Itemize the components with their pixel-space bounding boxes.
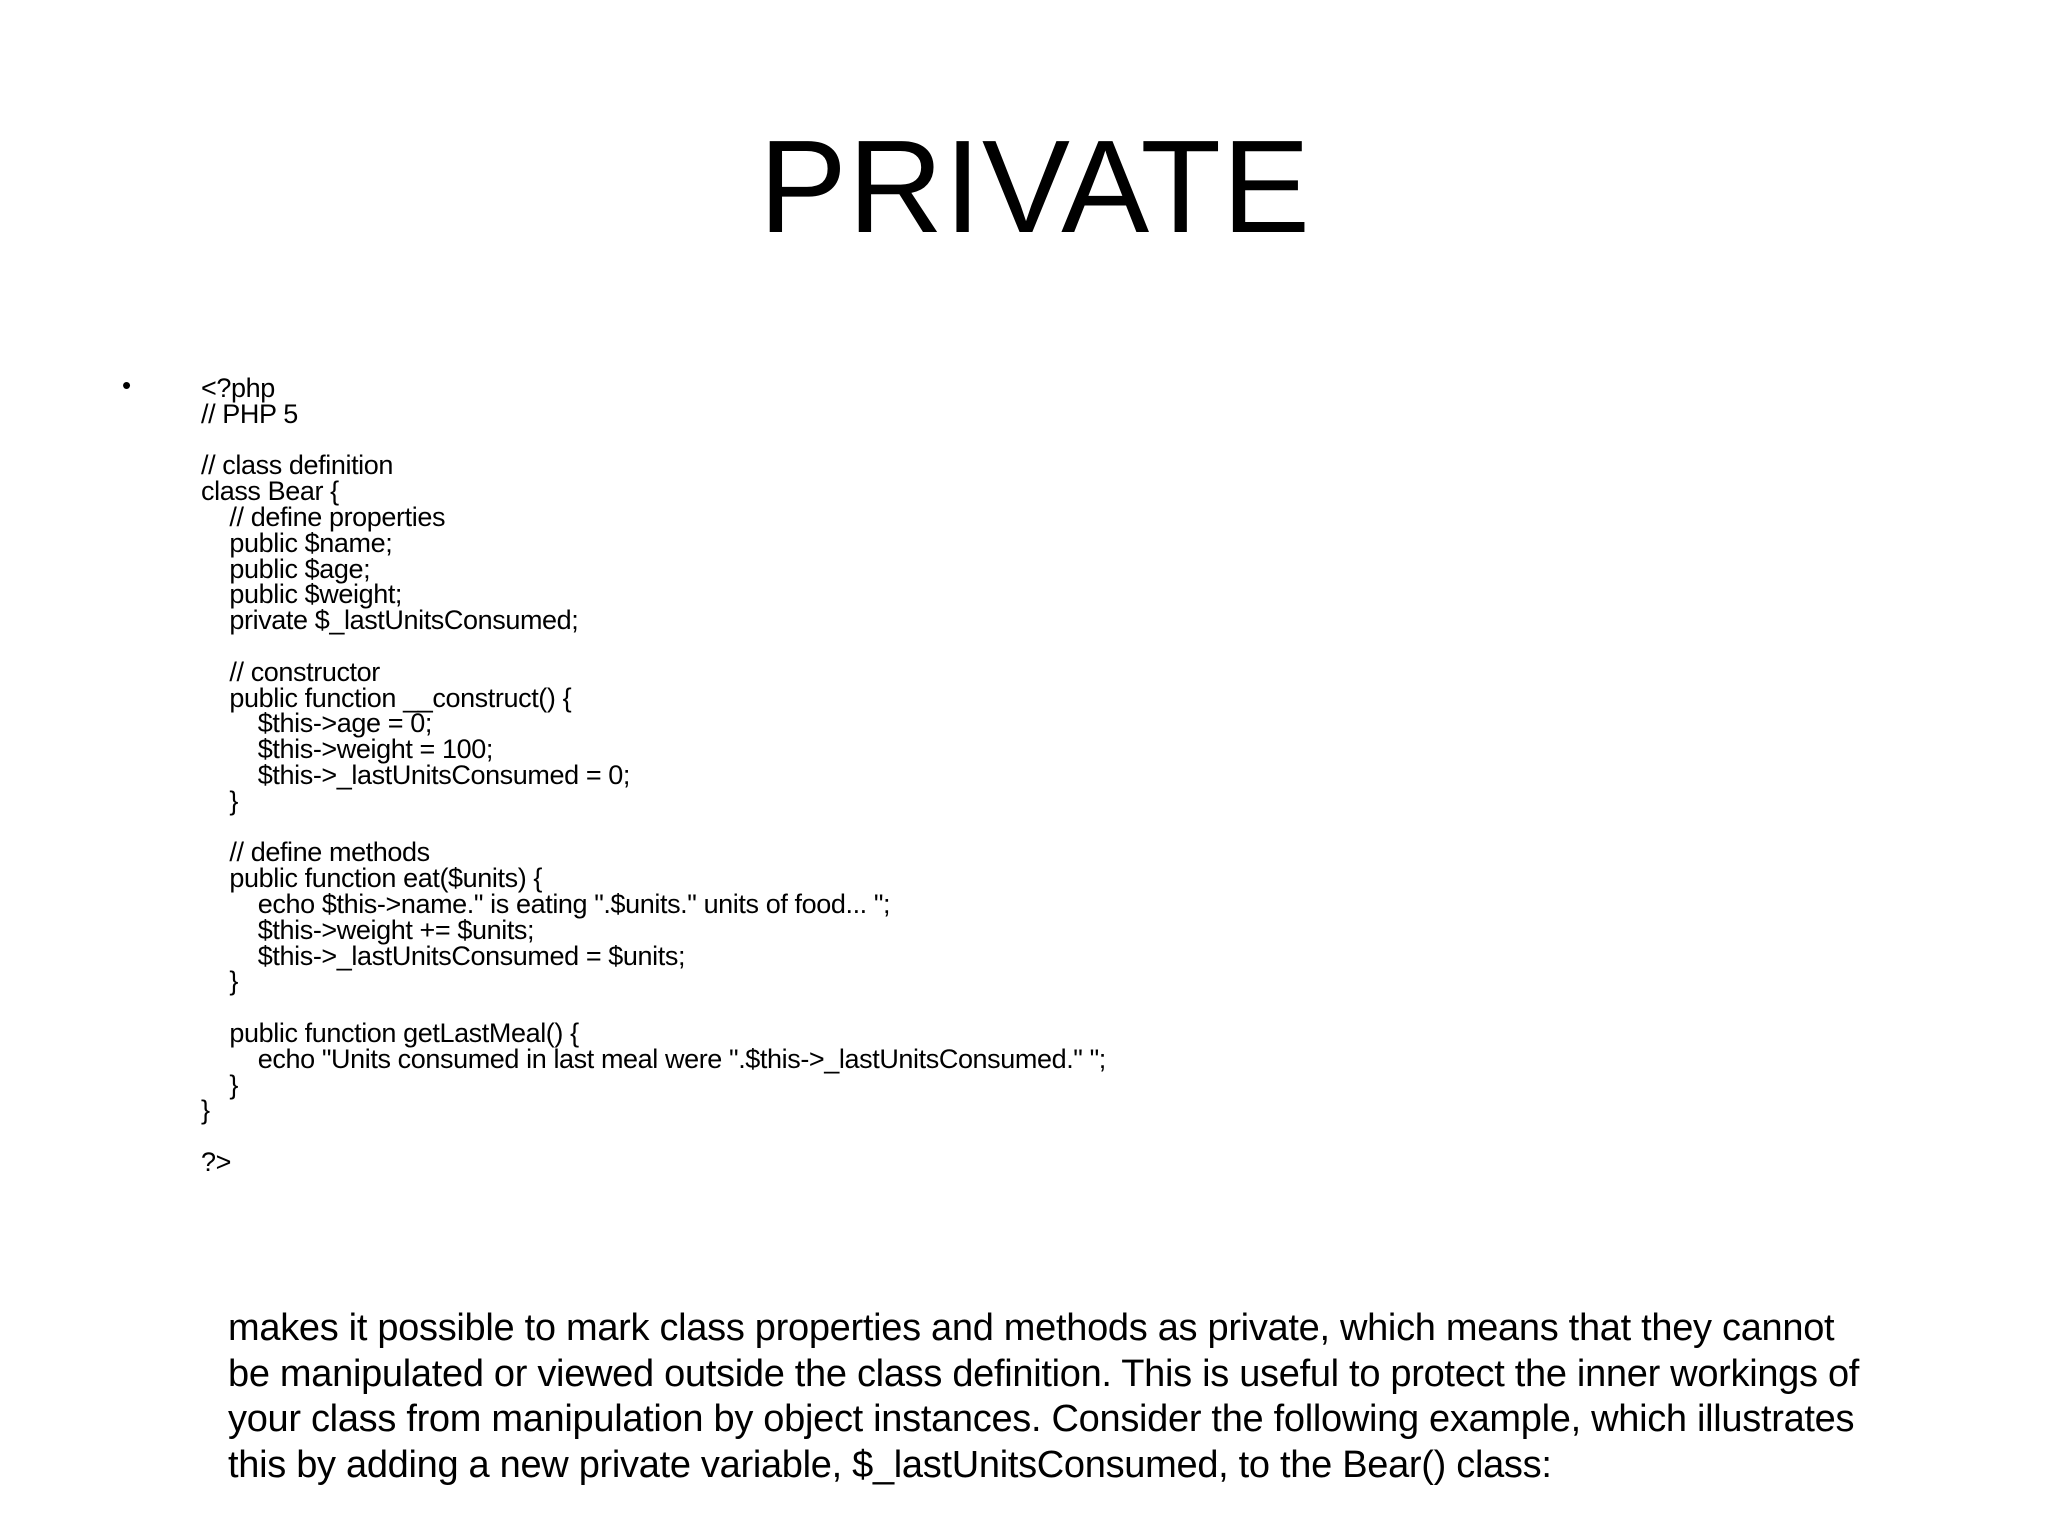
code-line: echo "Units consumed in last meal were ".$this->_lastUnitsConsumed." "; — [201, 1043, 1106, 1074]
code-line: public $age; — [201, 553, 371, 584]
code-line: $this->age = 0; — [201, 708, 432, 739]
slide-title: PRIVATE — [758, 113, 1312, 260]
code-line: class Bear { — [201, 476, 339, 507]
bullet-marker: • — [122, 370, 132, 400]
code-line: } — [201, 966, 239, 997]
code-line: public function eat($units) { — [201, 863, 543, 894]
code-line: // class definition — [201, 450, 393, 481]
code-line: $this->weight += $units; — [201, 914, 535, 945]
code-line: // constructor — [201, 656, 380, 687]
code-line: // define methods — [201, 837, 430, 868]
code-line: $this->weight = 100; — [201, 734, 493, 765]
code-line: $this->_lastUnitsConsumed = 0; — [201, 759, 631, 790]
code-line: } — [201, 785, 239, 816]
code-line: echo $this->name." is eating ".$units." units of food... "; — [201, 888, 891, 919]
code-line: public $name; — [201, 527, 393, 558]
code-line: } — [201, 1069, 239, 1100]
code-line: ?> — [201, 1146, 231, 1177]
code-line: $this->_lastUnitsConsumed = $units; — [201, 940, 686, 971]
code-line: public function getLastMeal() { — [201, 1017, 579, 1048]
description-line: be manipulated or viewed outside the class definition. This is useful to protect the inner workings of — [228, 1352, 1860, 1395]
code-line — [201, 634, 1106, 660]
code-line: } — [201, 1095, 210, 1126]
code-line: private $_lastUnitsConsumed; — [201, 605, 579, 636]
code-line: public $weight; — [201, 579, 403, 610]
description-line: makes it possible to mark class properties and methods as private, which means that they cannot — [228, 1307, 1835, 1349]
description-paragraph — [228, 1306, 2028, 1488]
code-line: public function __construct() { — [201, 682, 572, 713]
code-line: <?php — [201, 373, 275, 403]
description-line: your class from manipulation by object instances. Consider the following example, which illustrates — [228, 1398, 1855, 1440]
code-line: // define properties — [201, 501, 446, 532]
code-line: // PHP 5 — [201, 398, 298, 429]
code-line — [201, 1124, 1106, 1150]
code-listing — [201, 373, 1106, 1177]
description-line: this by adding a new private variable, $_lastUnitsConsumed, to the Bear() class: — [228, 1443, 1552, 1486]
